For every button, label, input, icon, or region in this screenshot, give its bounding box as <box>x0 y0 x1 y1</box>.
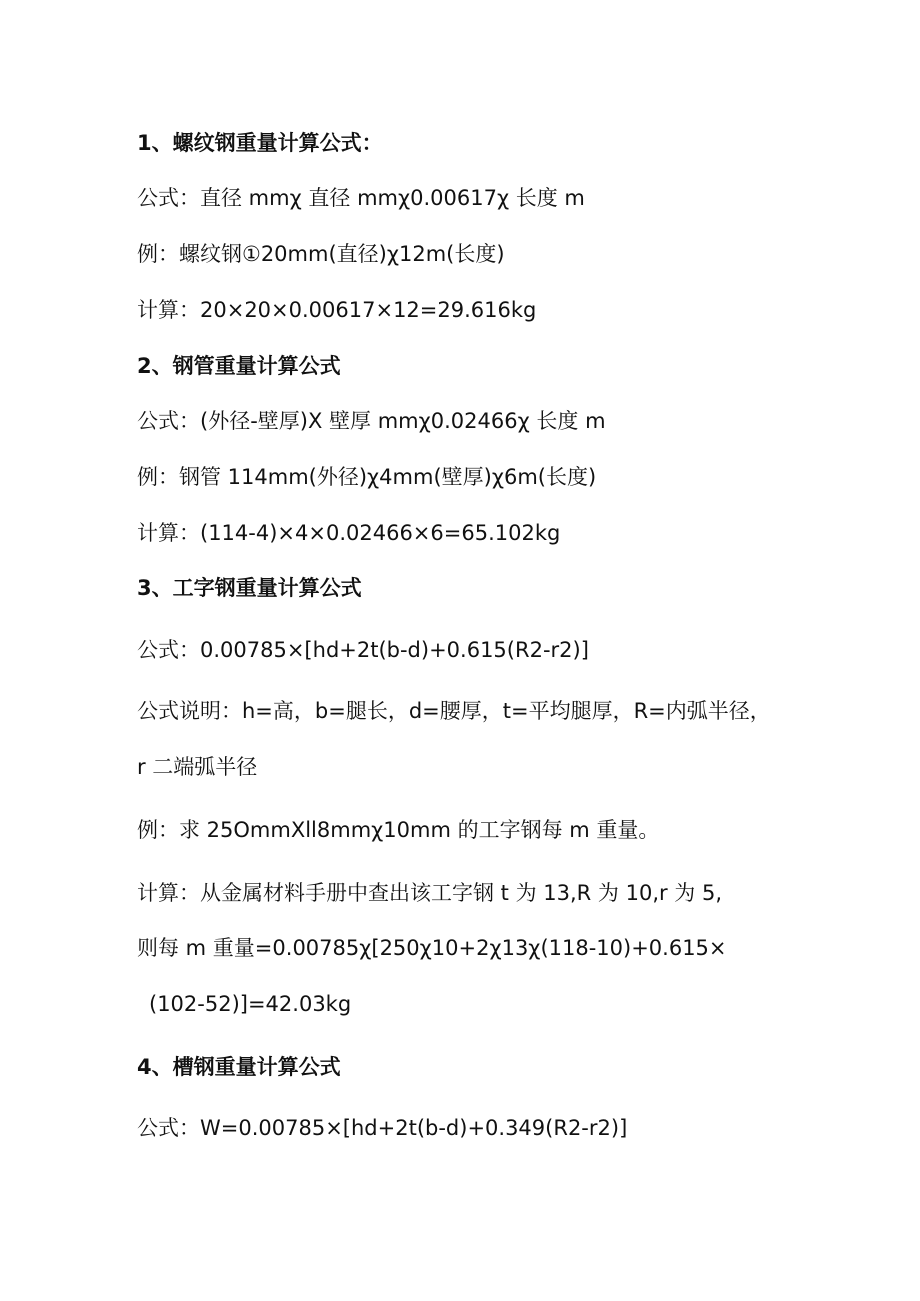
section-1-calculation: 计算：20×20×0.00617×12=29.616kg <box>137 298 537 322</box>
section-4-formula: 公式：W=0.00785×[hd+2t(b-d)+0.349(R2-r2)] <box>137 1116 628 1140</box>
section-3-formula-notes: 公式说明：h=高，b=腿长，d=腰厚，t=平均腿厚，R=内弧半径， <box>137 699 771 723</box>
section-1-heading: 1、螺纹钢重量计算公式： <box>137 131 383 155</box>
section-3-formula: 公式：0.00785×[hd+2t(b-d)+0.615(R2-r2)] <box>137 638 589 662</box>
section-2-heading: 2、钢管重量计算公式 <box>137 354 341 378</box>
section-2-calculation: 计算：(114-4)×4×0.02466×6=65.102kg <box>137 521 561 545</box>
section-2-formula: 公式：(外径-壁厚)X 壁厚 mmχ0.02466χ 长度 m <box>137 409 606 433</box>
section-3-example: 例：求 25OmmXll8mmχ10mm 的工字钢每 m 重量。 <box>137 818 660 842</box>
section-3-calculation-continued: 则每 m 重量=0.00785χ[250χ10+2χ13χ(118-10)+0.615× <box>137 936 727 960</box>
section-4-heading: 4、槽钢重量计算公式 <box>137 1055 341 1079</box>
section-1-formula: 公式：直径 mmχ 直径 mmχ0.00617χ 长度 m <box>137 186 585 210</box>
section-1-example: 例：螺纹钢①20mm(直径)χ12m(长度) <box>137 242 505 266</box>
section-3-calculation: 计算：从金属材料手册中查出该工字钢 t 为 13,R 为 10,r 为 5, <box>137 881 723 905</box>
section-2-example: 例：钢管 114mm(外径)χ4mm(壁厚)χ6m(长度) <box>137 465 597 489</box>
section-3-formula-notes-continued: r 二端弧半径 <box>137 755 258 779</box>
section-3-calculation-result: (102-52)]=42.03kg <box>149 992 352 1016</box>
section-3-heading: 3、工字钢重量计算公式 <box>137 576 362 600</box>
